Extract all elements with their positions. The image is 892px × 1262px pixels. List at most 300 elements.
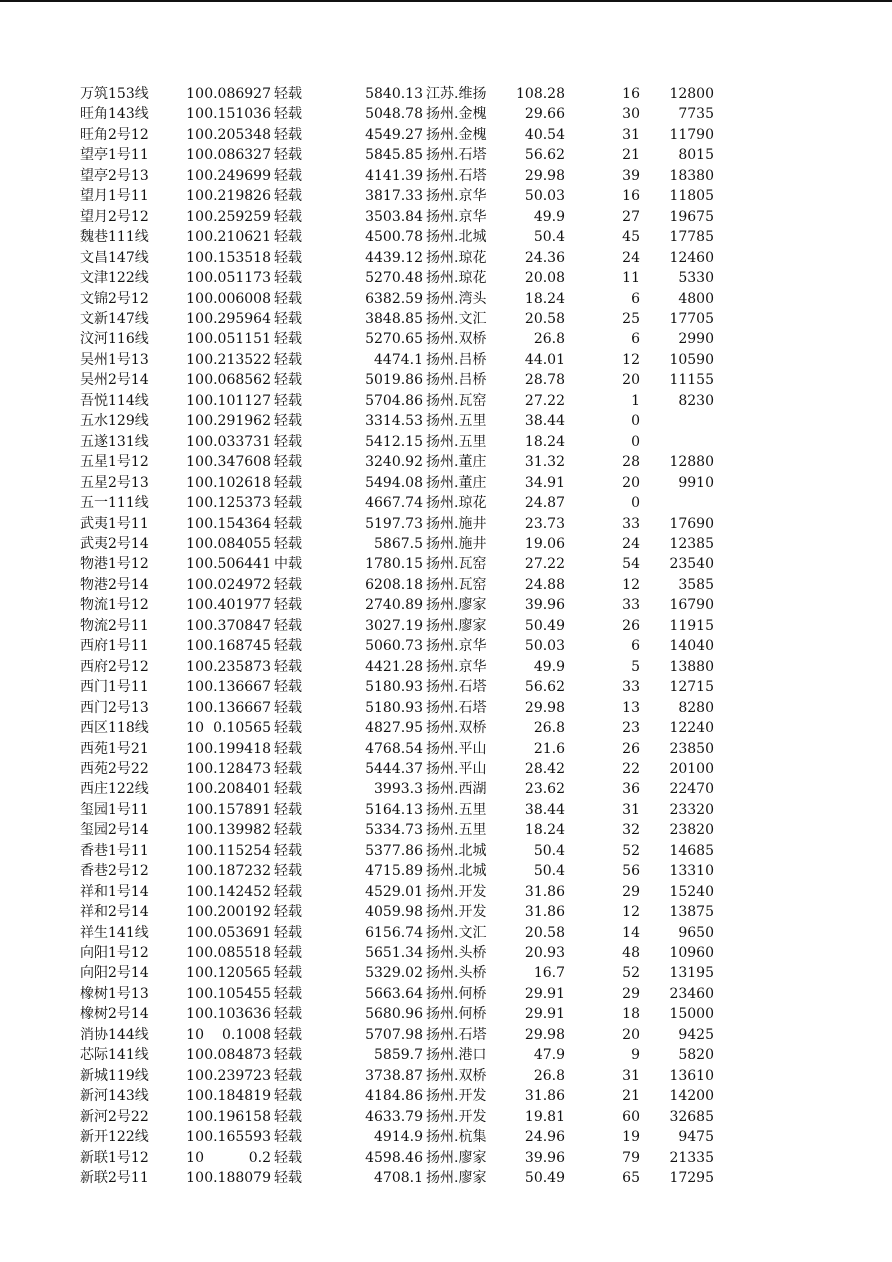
table-row xyxy=(80,329,714,349)
load-status-cell: 轻载 xyxy=(274,515,302,532)
table-row xyxy=(80,759,714,779)
load-status-cell: 轻载 xyxy=(274,229,302,246)
line-name-cell: 西苑2号22 xyxy=(80,760,149,777)
voltage-cell: 10 xyxy=(186,883,204,900)
line-length-cell: 27.22 xyxy=(524,556,565,573)
line-name-cell: 文昌147线 xyxy=(80,249,149,266)
count-cell: 23 xyxy=(622,720,640,737)
capacity-cell: 4059.98 xyxy=(365,904,423,921)
line-name-cell: 吾悦114线 xyxy=(80,392,149,409)
line-length-cell: 49.9 xyxy=(533,658,565,675)
line-name-cell: 魏巷111线 xyxy=(80,229,149,246)
line-name-cell: 吴州2号14 xyxy=(80,372,149,389)
load-rate-cell: 0.157891 xyxy=(204,801,271,818)
load-rate-cell: 0.184819 xyxy=(204,1088,271,1105)
load-status-cell: 轻载 xyxy=(274,351,302,368)
substation-cell: 江苏.维扬 xyxy=(426,86,487,102)
top-border-line xyxy=(0,0,892,2)
load-status-cell: 轻载 xyxy=(274,842,302,859)
line-length-cell: 34.91 xyxy=(524,474,565,491)
capacity-cell: 5707.98 xyxy=(365,1026,423,1043)
capacity-cell: 5704.86 xyxy=(365,392,423,409)
line-name-cell: 新河143线 xyxy=(80,1088,149,1105)
line-length-cell: 40.54 xyxy=(524,126,565,143)
count-cell: 12 xyxy=(622,351,640,368)
substation-cell: 扬州.石塔 xyxy=(426,147,487,164)
line-name-cell: 西庄122线 xyxy=(80,781,149,798)
line-length-cell: 26.8 xyxy=(533,1067,565,1084)
load-rate-cell: 0.239723 xyxy=(204,1067,271,1084)
substation-cell: 扬州.石塔 xyxy=(426,167,487,184)
line-length-cell: 31.86 xyxy=(524,1088,565,1105)
line-name-cell: 橡树1号13 xyxy=(80,985,149,1002)
count-cell: 52 xyxy=(622,842,640,859)
capacity-cell: 6208.18 xyxy=(365,576,423,593)
substation-cell: 扬州.文汇 xyxy=(426,924,487,941)
load-status-cell: 轻载 xyxy=(274,617,302,634)
substation-cell: 扬州.金槐 xyxy=(426,126,487,143)
amount-cell: 14040 xyxy=(669,638,714,655)
line-length-cell: 29.66 xyxy=(524,106,565,123)
line-length-cell: 50.03 xyxy=(524,188,565,205)
load-status-cell: 轻载 xyxy=(274,1129,302,1146)
voltage-cell: 10 xyxy=(186,535,204,552)
load-rate-cell: 0.200192 xyxy=(204,904,271,921)
line-name-cell: 吴州1号13 xyxy=(80,351,149,368)
load-status-cell: 轻载 xyxy=(274,1047,302,1064)
line-name-cell: 新开122线 xyxy=(80,1129,149,1146)
line-length-cell: 26.8 xyxy=(533,331,565,348)
count-cell: 9 xyxy=(631,1047,640,1064)
table-row xyxy=(80,595,714,615)
table-row xyxy=(80,923,714,943)
load-status-cell: 轻载 xyxy=(274,720,302,737)
voltage-cell: 10 xyxy=(186,433,204,450)
table-row xyxy=(80,657,714,677)
capacity-cell: 5048.78 xyxy=(365,106,423,123)
capacity-cell: 3738.87 xyxy=(365,1067,423,1084)
amount-cell: 20100 xyxy=(669,760,714,777)
amount-cell: 8015 xyxy=(678,147,714,164)
line-name-cell: 文锦2号12 xyxy=(80,290,149,307)
load-status-cell: 轻载 xyxy=(274,270,302,287)
count-cell: 26 xyxy=(622,617,640,634)
capacity-cell: 5444.37 xyxy=(365,760,423,777)
substation-cell: 扬州.五里 xyxy=(426,822,487,839)
line-length-cell: 21.6 xyxy=(533,740,565,757)
substation-cell: 扬州.何桥 xyxy=(426,985,487,1002)
load-status-cell: 轻载 xyxy=(274,1067,302,1084)
load-rate-cell: 0.347608 xyxy=(204,454,271,471)
substation-cell: 扬州.平山 xyxy=(426,740,487,757)
load-rate-cell: 0.187232 xyxy=(204,863,271,880)
line-length-cell: 24.88 xyxy=(524,576,565,593)
count-cell: 54 xyxy=(622,556,640,573)
amount-cell: 9650 xyxy=(678,924,714,941)
load-rate-cell: 0.051151 xyxy=(204,331,271,348)
voltage-cell: 10 xyxy=(186,822,204,839)
count-cell: 18 xyxy=(622,1006,640,1023)
count-cell: 22 xyxy=(622,760,640,777)
substation-cell: 扬州.京华 xyxy=(426,208,487,225)
load-rate-cell: 0.139982 xyxy=(204,822,271,839)
voltage-cell: 10 xyxy=(186,331,204,348)
capacity-cell: 3314.53 xyxy=(365,413,423,430)
count-cell: 20 xyxy=(622,1026,640,1043)
line-name-cell: 消协144线 xyxy=(80,1026,149,1043)
line-name-cell: 芯际141线 xyxy=(80,1047,149,1064)
voltage-cell: 10 xyxy=(186,413,204,430)
capacity-cell: 5334.73 xyxy=(365,822,423,839)
load-rate-cell: 0.249699 xyxy=(204,167,271,184)
load-status-cell: 轻载 xyxy=(274,433,302,450)
amount-cell: 8280 xyxy=(678,699,714,716)
table-row xyxy=(80,227,714,247)
capacity-cell: 4549.27 xyxy=(365,126,423,143)
amount-cell: 12880 xyxy=(669,454,714,471)
line-length-cell: 18.24 xyxy=(524,433,565,450)
amount-cell: 15000 xyxy=(669,1006,714,1023)
table-row xyxy=(80,984,714,1004)
load-rate-cell: 0.085518 xyxy=(204,945,271,962)
capacity-cell: 6156.74 xyxy=(365,924,423,941)
table-row xyxy=(80,370,714,390)
voltage-cell: 10 xyxy=(186,904,204,921)
table-row xyxy=(80,1148,714,1168)
table-row xyxy=(80,861,714,881)
table-row xyxy=(80,902,714,922)
amount-cell: 17785 xyxy=(669,229,714,246)
load-status-cell: 轻载 xyxy=(274,883,302,900)
line-name-cell: 旺角2号12 xyxy=(80,126,149,143)
line-name-cell: 万筑153线 xyxy=(80,86,149,102)
voltage-cell: 10 xyxy=(186,290,204,307)
amount-cell: 4800 xyxy=(678,290,714,307)
line-name-cell: 五一111线 xyxy=(80,495,149,512)
load-rate-cell: 0.235873 xyxy=(204,658,271,675)
amount-cell: 5330 xyxy=(678,270,714,287)
substation-cell: 扬州.施井 xyxy=(426,515,487,532)
voltage-cell: 10 xyxy=(186,1026,204,1043)
amount-cell: 9425 xyxy=(678,1026,714,1043)
capacity-cell: 5197.73 xyxy=(365,515,423,532)
capacity-cell: 5412.15 xyxy=(365,433,423,450)
amount-cell: 23320 xyxy=(669,801,714,818)
load-rate-cell: 0.105455 xyxy=(204,985,271,1002)
count-cell: 48 xyxy=(622,945,640,962)
load-status-cell: 轻载 xyxy=(274,863,302,880)
table-row xyxy=(80,309,714,329)
voltage-cell: 10 xyxy=(186,576,204,593)
amount-cell: 22470 xyxy=(669,781,714,798)
line-length-cell: 50.49 xyxy=(524,617,565,634)
table-row xyxy=(80,104,714,124)
load-status-cell: 轻载 xyxy=(274,1088,302,1105)
line-name-cell: 旺角143线 xyxy=(80,106,149,123)
line-length-cell: 29.98 xyxy=(524,1026,565,1043)
amount-cell: 14685 xyxy=(669,842,714,859)
table-row xyxy=(80,514,714,534)
line-length-cell: 19.81 xyxy=(524,1108,565,1125)
count-cell: 24 xyxy=(622,249,640,266)
substation-cell: 扬州.双桥 xyxy=(426,331,487,348)
count-cell: 12 xyxy=(622,904,640,921)
table-row xyxy=(80,677,714,697)
table-row xyxy=(80,432,714,452)
amount-cell: 17690 xyxy=(669,515,714,532)
substation-cell: 扬州.港口 xyxy=(426,1047,487,1064)
count-cell: 39 xyxy=(622,167,640,184)
substation-cell: 扬州.石塔 xyxy=(426,1026,487,1043)
line-name-cell: 香巷1号11 xyxy=(80,842,149,859)
load-rate-cell: 0.136667 xyxy=(204,699,271,716)
line-length-cell: 47.9 xyxy=(533,1047,565,1064)
load-rate-cell: 0.084055 xyxy=(204,535,271,552)
load-status-cell: 轻载 xyxy=(274,760,302,777)
line-name-cell: 武夷1号11 xyxy=(80,515,149,532)
line-name-cell: 西区118线 xyxy=(80,720,149,737)
load-status-cell: 轻载 xyxy=(274,801,302,818)
line-length-cell: 50.4 xyxy=(533,863,565,880)
capacity-cell: 5270.48 xyxy=(365,270,423,287)
voltage-cell: 10 xyxy=(186,781,204,798)
load-status-cell: 轻载 xyxy=(274,1108,302,1125)
line-length-cell: 31.86 xyxy=(524,883,565,900)
line-name-cell: 新联1号12 xyxy=(80,1149,149,1166)
substation-cell: 扬州.北城 xyxy=(426,842,487,859)
load-rate-cell: 0.101127 xyxy=(204,392,271,409)
voltage-cell: 10 xyxy=(186,638,204,655)
capacity-cell: 5845.85 xyxy=(365,147,423,164)
amount-cell xyxy=(640,432,714,452)
voltage-cell: 10 xyxy=(186,965,204,982)
line-name-cell: 望亭1号11 xyxy=(80,147,149,164)
amount-cell: 10590 xyxy=(669,351,714,368)
table-row xyxy=(80,1045,714,1065)
amount-cell: 17705 xyxy=(669,310,714,327)
substation-cell: 扬州.吕桥 xyxy=(426,351,487,368)
line-length-cell: 50.4 xyxy=(533,229,565,246)
count-cell: 60 xyxy=(622,1108,640,1125)
load-status-cell: 轻载 xyxy=(274,1006,302,1023)
count-cell: 33 xyxy=(622,515,640,532)
load-rate-cell: 0.205348 xyxy=(204,126,271,143)
load-rate-cell: 0.125373 xyxy=(204,495,271,512)
voltage-cell: 10 xyxy=(186,985,204,1002)
load-rate-cell: 0.120565 xyxy=(204,965,271,982)
table-row xyxy=(80,268,714,288)
count-cell: 16 xyxy=(622,86,640,102)
substation-cell: 扬州.吕桥 xyxy=(426,372,487,389)
count-cell: 33 xyxy=(622,679,640,696)
voltage-cell: 10 xyxy=(186,1149,204,1166)
load-rate-cell: 0.151036 xyxy=(204,106,271,123)
line-length-cell: 29.98 xyxy=(524,167,565,184)
load-status-cell: 轻载 xyxy=(274,1149,302,1166)
voltage-cell: 10 xyxy=(186,249,204,266)
line-name-cell: 西府1号11 xyxy=(80,638,149,655)
load-status-cell: 轻载 xyxy=(274,147,302,164)
amount-cell: 13310 xyxy=(669,863,714,880)
line-length-cell: 39.96 xyxy=(524,597,565,614)
table-row xyxy=(80,186,714,206)
count-cell: 14 xyxy=(622,924,640,941)
load-status-cell: 轻载 xyxy=(274,904,302,921)
line-name-cell: 新城119线 xyxy=(80,1067,149,1084)
table-row xyxy=(80,145,714,165)
table-row xyxy=(80,718,714,738)
load-status-cell: 轻载 xyxy=(274,290,302,307)
amount-cell: 17295 xyxy=(669,1170,714,1187)
line-length-cell: 26.8 xyxy=(533,720,565,737)
load-rate-cell: 0.208401 xyxy=(204,781,271,798)
capacity-cell: 3993.3 xyxy=(374,781,423,798)
voltage-cell: 10 xyxy=(186,147,204,164)
count-cell: 52 xyxy=(622,965,640,982)
capacity-cell: 3240.92 xyxy=(365,454,423,471)
amount-cell: 9475 xyxy=(678,1129,714,1146)
count-cell: 5 xyxy=(631,658,640,675)
table-row xyxy=(80,698,714,718)
line-length-cell: 19.06 xyxy=(524,535,565,552)
line-length-cell: 27.22 xyxy=(524,392,565,409)
table-row xyxy=(80,575,714,595)
voltage-cell: 10 xyxy=(186,863,204,880)
load-status-cell: 轻载 xyxy=(274,495,302,512)
count-cell: 25 xyxy=(622,310,640,327)
load-status-cell: 轻载 xyxy=(274,822,302,839)
capacity-cell: 5867.5 xyxy=(374,535,423,552)
load-rate-cell: 0.199418 xyxy=(204,740,271,757)
amount-cell xyxy=(640,411,714,431)
voltage-cell: 10 xyxy=(186,372,204,389)
voltage-cell: 10 xyxy=(186,617,204,634)
voltage-cell: 10 xyxy=(186,454,204,471)
voltage-cell: 10 xyxy=(186,699,204,716)
data-sheet xyxy=(80,84,714,1188)
capacity-cell: 4184.86 xyxy=(365,1088,423,1105)
line-name-cell: 香巷2号12 xyxy=(80,863,149,880)
voltage-cell: 10 xyxy=(186,1067,204,1084)
load-status-cell: 轻载 xyxy=(274,597,302,614)
load-status-cell: 轻载 xyxy=(274,658,302,675)
load-rate-cell: 0.291962 xyxy=(204,413,271,430)
load-status-cell: 轻载 xyxy=(274,126,302,143)
capacity-cell: 5180.93 xyxy=(365,679,423,696)
table-row xyxy=(80,616,714,636)
load-status-cell: 轻载 xyxy=(274,781,302,798)
amount-cell: 12385 xyxy=(669,535,714,552)
load-status-cell: 轻载 xyxy=(274,310,302,327)
amount-cell: 14200 xyxy=(669,1088,714,1105)
sheet-body xyxy=(80,84,714,1188)
load-rate-cell: 0.196158 xyxy=(204,1108,271,1125)
table-row xyxy=(80,1107,714,1127)
load-status-cell: 轻载 xyxy=(274,699,302,716)
amount-cell: 12460 xyxy=(669,249,714,266)
line-name-cell: 橡树2号14 xyxy=(80,1006,149,1023)
capacity-cell: 5180.93 xyxy=(365,699,423,716)
substation-cell: 扬州.何桥 xyxy=(426,1006,487,1023)
capacity-cell: 4667.74 xyxy=(365,495,423,512)
load-status-cell: 轻载 xyxy=(274,474,302,491)
load-rate-cell: 0.068562 xyxy=(204,372,271,389)
line-length-cell: 20.58 xyxy=(524,310,565,327)
line-length-cell: 50.03 xyxy=(524,638,565,655)
load-rate-cell: 0.259259 xyxy=(204,208,271,225)
amount-cell: 11915 xyxy=(669,617,714,634)
count-cell: 13 xyxy=(622,699,640,716)
load-rate-cell: 0.2 xyxy=(248,1149,271,1166)
amount-cell: 23540 xyxy=(669,556,714,573)
line-name-cell: 文新147线 xyxy=(80,310,149,327)
line-name-cell: 玺园1号11 xyxy=(80,801,149,818)
capacity-cell: 4474.1 xyxy=(374,351,423,368)
substation-cell: 扬州.五里 xyxy=(426,433,487,450)
table-row xyxy=(80,207,714,227)
table-row xyxy=(80,800,714,820)
load-rate-cell: 0.370847 xyxy=(204,617,271,634)
line-length-cell: 28.78 xyxy=(524,372,565,389)
capacity-cell: 5329.02 xyxy=(365,965,423,982)
voltage-cell: 10 xyxy=(186,474,204,491)
count-cell: 33 xyxy=(622,597,640,614)
voltage-cell: 10 xyxy=(186,924,204,941)
load-status-cell: 轻载 xyxy=(274,1170,302,1187)
load-rate-cell: 0.086927 xyxy=(204,86,271,102)
substation-cell: 扬州.五里 xyxy=(426,413,487,430)
count-cell: 6 xyxy=(631,290,640,307)
substation-cell: 扬州.京华 xyxy=(426,638,487,655)
amount-cell: 18380 xyxy=(669,167,714,184)
count-cell: 36 xyxy=(622,781,640,798)
table-row xyxy=(80,779,714,799)
voltage-cell: 10 xyxy=(186,515,204,532)
capacity-cell: 4715.89 xyxy=(365,863,423,880)
load-rate-cell: 0.188079 xyxy=(204,1170,271,1187)
amount-cell: 12240 xyxy=(669,720,714,737)
substation-cell: 扬州.开发 xyxy=(426,1088,487,1105)
amount-cell: 12800 xyxy=(669,86,714,102)
line-name-cell: 物港2号14 xyxy=(80,576,149,593)
line-length-cell: 31.86 xyxy=(524,904,565,921)
amount-cell: 15240 xyxy=(669,883,714,900)
load-status-cell: 轻载 xyxy=(274,924,302,941)
line-length-cell: 16.7 xyxy=(533,965,565,982)
substation-cell: 扬州.瓦窑 xyxy=(426,576,487,593)
amount-cell: 23820 xyxy=(669,822,714,839)
count-cell: 6 xyxy=(631,331,640,348)
capacity-cell: 4439.12 xyxy=(365,249,423,266)
table-row xyxy=(80,554,714,574)
amount-cell: 21335 xyxy=(669,1149,714,1166)
load-status-cell: 轻载 xyxy=(274,638,302,655)
capacity-cell: 5651.34 xyxy=(365,945,423,962)
count-cell: 32 xyxy=(622,822,640,839)
amount-cell: 11790 xyxy=(669,126,714,143)
line-length-cell: 28.42 xyxy=(524,760,565,777)
voltage-cell: 10 xyxy=(186,106,204,123)
line-name-cell: 祥和2号14 xyxy=(80,904,149,921)
count-cell: 31 xyxy=(622,801,640,818)
substation-cell: 扬州.石塔 xyxy=(426,679,487,696)
line-length-cell: 56.62 xyxy=(524,147,565,164)
load-rate-cell: 0.168745 xyxy=(204,638,271,655)
substation-cell: 扬州.琼花 xyxy=(426,249,487,266)
amount-cell: 7735 xyxy=(678,106,714,123)
count-cell: 79 xyxy=(622,1149,640,1166)
voltage-cell: 10 xyxy=(186,1129,204,1146)
